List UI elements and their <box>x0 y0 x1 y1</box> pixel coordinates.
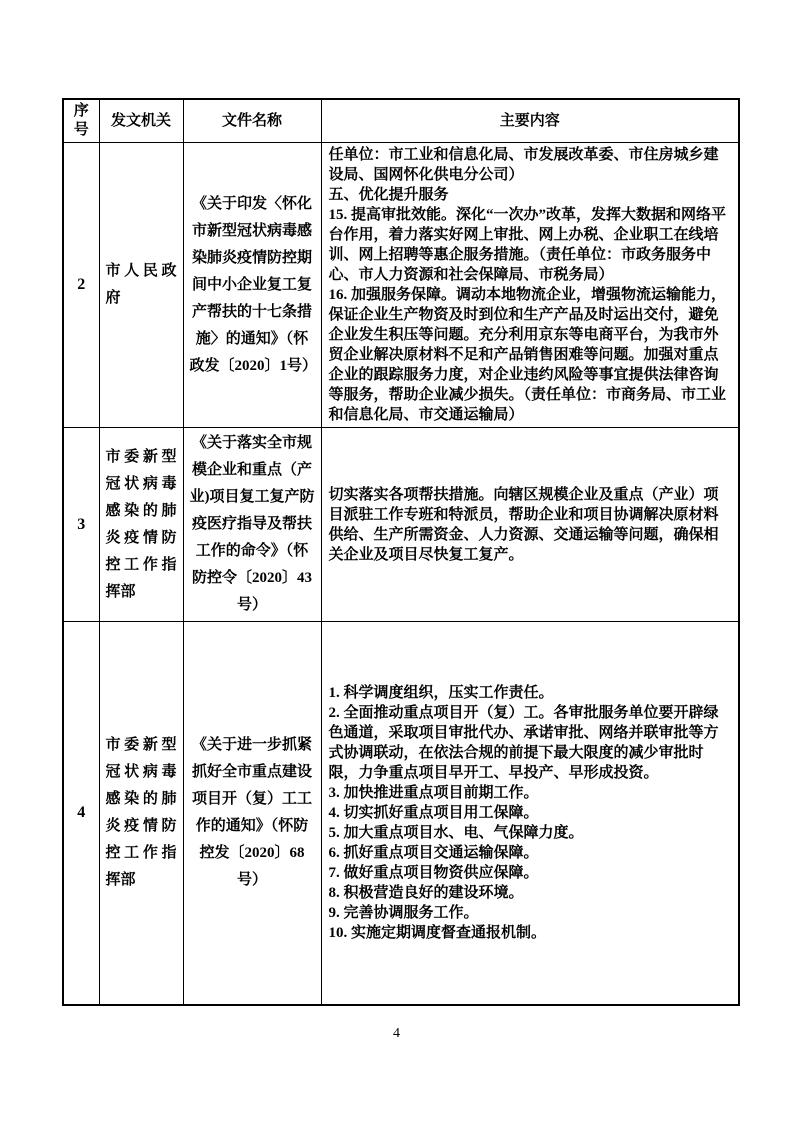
content-paragraph: 五、优化提升服务 <box>328 187 449 203</box>
content-paragraph: 4. 切实抓好重点项目用工保障。 <box>328 805 539 821</box>
content-paragraph: 2. 全面推动重点项目开（复）工。各审批服务单位要开辟绿色通道，采取项目审批代办、承诺审批、网络并联审批等方式协调联动，在依法合规的前提下最大限度的减少审批时限，力争重点项目早开工、早投产、早形成投资。 <box>328 705 719 781</box>
row-doc-name: 《关于落实全市规模企业和重点（产业)项目复工复产防疫医疗指导及帮扶工作的命令》（怀防控令〔2020〕43号） <box>183 428 321 622</box>
header-agency: 发文机关 <box>99 99 183 143</box>
content-paragraph: 10. 实施定期调度督查通报机制。 <box>328 925 547 941</box>
row-seq: 4 <box>63 622 99 1006</box>
content-paragraph: 5. 加大重点项目水、电、气保障力度。 <box>328 825 584 841</box>
row-agency: 市委新型冠状病毒感染的肺炎疫情防控工作指挥部 <box>99 622 183 1006</box>
row-agency: 市委新型冠状病毒感染的肺炎疫情防控工作指挥部 <box>99 428 183 622</box>
header-main-content: 主要内容 <box>321 99 739 143</box>
content-paragraph: 6. 抓好重点项目交通运输保障。 <box>328 845 539 861</box>
table-row <box>63 143 739 428</box>
row-main-content <box>321 622 739 1006</box>
row-doc-name: 《关于印发〈怀化市新型冠状病毒感染肺炎疫情防控期间中小企业复工复产帮扶的十七条措施〉的通知》（怀政发〔2020〕1号） <box>183 143 321 428</box>
content-paragraph: 15. 提高审批效能。深化“一次办”改革，发挥大数据和网络平台作用，着力落实好网上审批、网上办税、企业职工在线培训、网上招聘等惠企服务措施。（责任单位：市政务服务中心、市人力资源和社会保障局、市税务局） <box>328 207 727 283</box>
content-paragraph: 切实落实各项帮扶措施。向辖区规模企业及重点（产业）项目派驻工作专班和特派员，帮助企业和项目协调解决原材料供给、生产所需资金、人力资源、交通运输等问题，确保相关企业及项目尽快复工复产。 <box>328 486 719 563</box>
content-paragraph: 任单位：市工业和信息化局、市发展改革委、市住房城乡建设局、国网怀化供电分公司） <box>328 147 719 183</box>
row-doc-name: 《关于进一步抓紧抓好全市重点建设项目开（复）工工作的通知》（怀防控发〔2020〕68号） <box>183 622 321 1006</box>
row-main-content <box>321 428 739 622</box>
page-number: 4 <box>393 1026 400 1041</box>
table-row <box>63 428 739 622</box>
header-doc-name: 文件名称 <box>183 99 321 143</box>
table-row <box>63 622 739 1006</box>
policy-document-table <box>62 98 740 1006</box>
content-paragraph: 3. 加快推进重点项目前期工作。 <box>328 785 539 801</box>
content-paragraph: 8. 积极营造良好的建设环境。 <box>328 885 524 901</box>
row-seq: 3 <box>63 428 99 622</box>
row-seq: 2 <box>63 143 99 428</box>
content-paragraph: 1. 科学调度组织，压实工作责任。 <box>328 685 554 701</box>
row-agency: 市人民政府 <box>99 143 183 428</box>
content-paragraph: 16. 加强服务保障。调动本地物流企业，增强物流运输能力，保证企业生产物资及时到位和生产产品及时运出交付，避免企业发生积压等问题。充分利用京东等电商平台，为我市外贸企业解决原材料不足和产品销售困难等问题。加强对重点企业的跟踪服务力度，对企业违约风险等事宜提供法律咨询等服务，帮助企业减少损失。（责任单位：市商务局、市工业和信息化局、市交通运输局） <box>328 287 727 423</box>
header-seq: 序号 <box>63 99 99 143</box>
content-paragraph: 7. 做好重点项目物资供应保障。 <box>328 865 539 881</box>
content-paragraph: 9. 完善协调服务工作。 <box>328 905 479 921</box>
table-header-row <box>63 99 739 143</box>
row-main-content <box>321 143 739 428</box>
